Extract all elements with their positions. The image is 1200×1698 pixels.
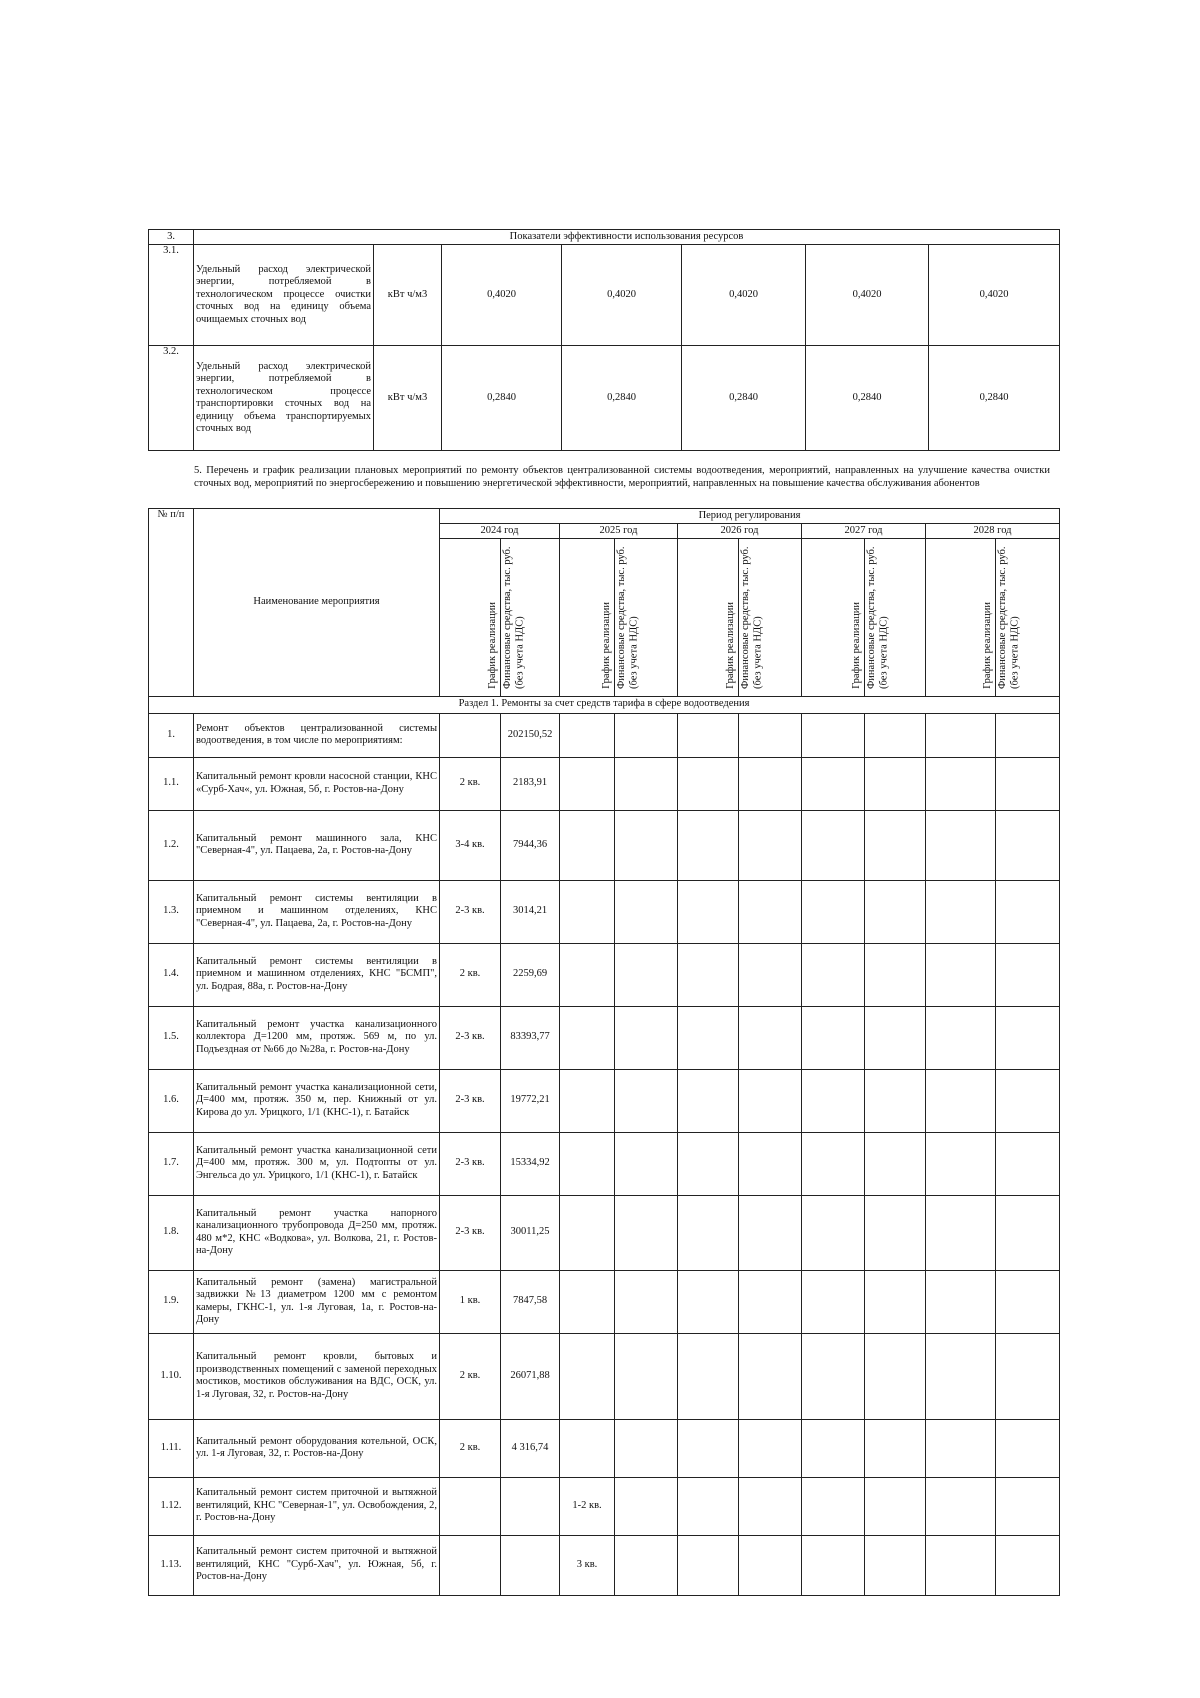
schedule-2024: 2 кв. bbox=[440, 1333, 501, 1419]
indicator-name: Удельный расход электрической энергии, потребляемой в технологическом процессе очистки сточных вод на единицу объема очищаемых сточных вод bbox=[194, 245, 374, 346]
finance-2024: 19772,21 bbox=[501, 1069, 560, 1132]
schedule-2027 bbox=[802, 943, 865, 1006]
finance-2026 bbox=[739, 1195, 802, 1270]
schedule-2027 bbox=[802, 1419, 865, 1477]
value-2025: 0,2840 bbox=[562, 346, 682, 451]
value-2027: 0,4020 bbox=[806, 245, 929, 346]
row-number: 1.12. bbox=[149, 1477, 194, 1535]
finance-2026 bbox=[739, 1006, 802, 1069]
resource-efficiency-table bbox=[148, 229, 1060, 451]
table-row bbox=[149, 1477, 1060, 1535]
row-number: 1.7. bbox=[149, 1132, 194, 1195]
schedule-2026 bbox=[678, 943, 739, 1006]
finance-2027 bbox=[865, 1270, 926, 1333]
finance-2025 bbox=[615, 1006, 678, 1069]
schedule-2028 bbox=[926, 1477, 996, 1535]
schedule-2025 bbox=[560, 880, 615, 943]
measure-name: Капитальный ремонт (замена) магистральной задвижки №13 диаметром 1200 мм с ремонтом камеры, ГКНС-1, ул. 1-я Луговая, 1а, г. Ростов-на-Дону bbox=[194, 1270, 440, 1333]
measure-name: Капитальный ремонт систем приточной и вытяжной вентиляций, КНС "Северная-1", ул. Освобождения, 2, г. Ростов-на-Дону bbox=[194, 1477, 440, 1535]
value-2024: 0,4020 bbox=[442, 245, 562, 346]
row-number: 1.3. bbox=[149, 880, 194, 943]
finance-2028 bbox=[996, 1270, 1060, 1333]
schedule-2024: 2 кв. bbox=[440, 943, 501, 1006]
schedule-2024: 2-3 кв. bbox=[440, 1132, 501, 1195]
schedule-2024: 2 кв. bbox=[440, 757, 501, 810]
table-row bbox=[149, 810, 1060, 880]
finance-2028 bbox=[996, 757, 1060, 810]
sub-header-schedule: График реализации bbox=[600, 602, 612, 689]
finance-2026 bbox=[739, 1333, 802, 1419]
value-2026: 0,2840 bbox=[682, 346, 806, 451]
measure-name: Капитальный ремонт систем приточной и вытяжной вентиляций, КНС "Сурб-Хач", ул. Южная, 5б, г. Ростов-на-Дону bbox=[194, 1535, 440, 1595]
table-row bbox=[149, 1069, 1060, 1132]
schedule-2024 bbox=[440, 1477, 501, 1535]
schedule-2028 bbox=[926, 1132, 996, 1195]
finance-2027 bbox=[865, 1006, 926, 1069]
finance-2028 bbox=[996, 1477, 1060, 1535]
finance-2026 bbox=[739, 880, 802, 943]
finance-2028 bbox=[996, 943, 1060, 1006]
schedule-2028 bbox=[926, 1270, 996, 1333]
schedule-2024: 1 кв. bbox=[440, 1270, 501, 1333]
schedule-2026 bbox=[678, 757, 739, 810]
finance-2028 bbox=[996, 880, 1060, 943]
measure-name: Капитальный ремонт системы вентиляции в приемном и машинном отделениях, КНС "БСМП", ул. Бодрая, 88а, г. Ростов-на-Дону bbox=[194, 943, 440, 1006]
finance-2028 bbox=[996, 1195, 1060, 1270]
finance-2027 bbox=[865, 943, 926, 1006]
measure-rows bbox=[149, 713, 1060, 1595]
sub-header-finance: Финансовые средства, тыс. руб. (без учета НДС) bbox=[740, 546, 764, 689]
schedule-2027 bbox=[802, 1270, 865, 1333]
section-title: Показатели эффективности использования ресурсов bbox=[194, 230, 1060, 245]
finance-2025 bbox=[615, 1195, 678, 1270]
schedule-2026 bbox=[678, 1006, 739, 1069]
schedule-2024: 2 кв. bbox=[440, 1419, 501, 1477]
schedule-2025 bbox=[560, 943, 615, 1006]
year-header-2025: 2025 год bbox=[560, 524, 678, 539]
schedule-2028 bbox=[926, 1195, 996, 1270]
col-header-name: Наименование мероприятия bbox=[194, 509, 440, 697]
schedule-2024: 2-3 кв. bbox=[440, 880, 501, 943]
schedule-2025 bbox=[560, 713, 615, 757]
finance-2028 bbox=[996, 1535, 1060, 1595]
schedule-2028 bbox=[926, 1069, 996, 1132]
schedule-2027 bbox=[802, 1477, 865, 1535]
schedule-2027 bbox=[802, 1195, 865, 1270]
finance-2026 bbox=[739, 1419, 802, 1477]
schedule-2028 bbox=[926, 1006, 996, 1069]
finance-2026 bbox=[739, 713, 802, 757]
section-header: Раздел 1. Ремонты за счет средств тарифа в сфере водоотведения bbox=[149, 696, 1060, 713]
finance-2024 bbox=[501, 1477, 560, 1535]
finance-2025 bbox=[615, 810, 678, 880]
finance-2025 bbox=[615, 1419, 678, 1477]
year-header-2024: 2024 год bbox=[440, 524, 560, 539]
finance-2024: 3014,21 bbox=[501, 880, 560, 943]
schedule-2024 bbox=[440, 1535, 501, 1595]
finance-2027 bbox=[865, 1477, 926, 1535]
row-number: 1. bbox=[149, 713, 194, 757]
row-number: 1.4. bbox=[149, 943, 194, 1006]
finance-2027 bbox=[865, 1195, 926, 1270]
schedule-2028 bbox=[926, 1419, 996, 1477]
finance-2025 bbox=[615, 1270, 678, 1333]
finance-2028 bbox=[996, 1419, 1060, 1477]
col-header-number: № п/п bbox=[149, 509, 194, 697]
schedule-2026 bbox=[678, 810, 739, 880]
table-row bbox=[149, 1006, 1060, 1069]
table-row bbox=[149, 1419, 1060, 1477]
row-number: 1.9. bbox=[149, 1270, 194, 1333]
schedule-2026 bbox=[678, 1333, 739, 1419]
period-header: Период регулирования bbox=[440, 509, 1060, 524]
row-number: 1.10. bbox=[149, 1333, 194, 1419]
measure-name: Капитальный ремонт кровли насосной станции, КНС «Сурб-Хач«, ул. Южная, 5б, г. Ростов-на-Дону bbox=[194, 757, 440, 810]
finance-2028 bbox=[996, 810, 1060, 880]
schedule-2024 bbox=[440, 713, 501, 757]
year-header-2026: 2026 год bbox=[678, 524, 802, 539]
table-row bbox=[149, 346, 1060, 451]
schedule-2027 bbox=[802, 1132, 865, 1195]
schedule-2025 bbox=[560, 1069, 615, 1132]
table-row bbox=[149, 1333, 1060, 1419]
sub-header-schedule: График реализации bbox=[981, 602, 993, 689]
finance-2025 bbox=[615, 1535, 678, 1595]
finance-2027 bbox=[865, 1535, 926, 1595]
finance-2024: 26071,88 bbox=[501, 1333, 560, 1419]
finance-2028 bbox=[996, 1333, 1060, 1419]
schedule-2026 bbox=[678, 1477, 739, 1535]
table-row bbox=[149, 943, 1060, 1006]
finance-2024: 30011,25 bbox=[501, 1195, 560, 1270]
finance-2024: 202150,52 bbox=[501, 713, 560, 757]
measure-name: Капитальный ремонт машинного зала, КНС "Северная-4", ул. Пацаева, 2а, г. Ростов-на-Дону bbox=[194, 810, 440, 880]
schedule-2025 bbox=[560, 1006, 615, 1069]
schedule-2024: 2-3 кв. bbox=[440, 1006, 501, 1069]
section-number: 3. bbox=[149, 230, 194, 245]
table-row bbox=[149, 245, 1060, 346]
finance-2025 bbox=[615, 1069, 678, 1132]
row-number: 1.13. bbox=[149, 1535, 194, 1595]
row-number: 1.1. bbox=[149, 757, 194, 810]
finance-2025 bbox=[615, 713, 678, 757]
unit: кВт ч/м3 bbox=[374, 245, 442, 346]
row-number: 1.6. bbox=[149, 1069, 194, 1132]
finance-2026 bbox=[739, 1535, 802, 1595]
schedule-2026 bbox=[678, 713, 739, 757]
row-number: 1.5. bbox=[149, 1006, 194, 1069]
schedule-2027 bbox=[802, 713, 865, 757]
finance-2027 bbox=[865, 713, 926, 757]
section-5-intro: 5. Перечень и график реализации плановых мероприятий по ремонту объектов централизованной системы водоотведения, мероприятий, направленных на улучшение качества очистки сточных вод, мероприятий по энергосбережению и повышению энергетической эффективности, мероприятий, направленных на повышение качества обслуживания абонентов bbox=[194, 465, 1050, 489]
value-2027: 0,2840 bbox=[806, 346, 929, 451]
row-number: 3.1. bbox=[149, 245, 194, 346]
schedule-2024: 2-3 кв. bbox=[440, 1195, 501, 1270]
schedule-2025 bbox=[560, 1333, 615, 1419]
schedule-2028 bbox=[926, 1535, 996, 1595]
schedule-2026 bbox=[678, 1195, 739, 1270]
schedule-2027 bbox=[802, 1069, 865, 1132]
measure-name: Капитальный ремонт кровли, бытовых и производственных помещений с заменой переходных мостиков, мостиков обслуживания на ВДС, ОСК, ул. 1-я Луговая, 32, г. Ростов-на-Дону bbox=[194, 1333, 440, 1419]
finance-2025 bbox=[615, 1132, 678, 1195]
measure-name: Капитальный ремонт участка канализационной сети, Д=400 мм, протяж. 350 м, пер. Книжный от ул. Кирова до ул. Урицкого, 1/1 (КНС-1), г. Батайск bbox=[194, 1069, 440, 1132]
unit: кВт ч/м3 bbox=[374, 346, 442, 451]
schedule-2027 bbox=[802, 880, 865, 943]
row-number: 1.8. bbox=[149, 1195, 194, 1270]
schedule-2027 bbox=[802, 1333, 865, 1419]
sub-header-finance: Финансовые средства, тыс. руб. (без учета НДС) bbox=[616, 546, 640, 689]
finance-2027 bbox=[865, 1333, 926, 1419]
schedule-2026 bbox=[678, 880, 739, 943]
measure-name: Ремонт объектов централизованной системы водоотведения, в том числе по мероприятиям: bbox=[194, 713, 440, 757]
measures-table bbox=[148, 508, 1060, 1596]
table-row bbox=[149, 1270, 1060, 1333]
finance-2027 bbox=[865, 880, 926, 943]
sub-header-finance: Финансовые средства, тыс. руб. (без учета НДС) bbox=[866, 546, 890, 689]
schedule-2026 bbox=[678, 1069, 739, 1132]
sub-header-schedule: График реализации bbox=[486, 602, 498, 689]
schedule-2025 bbox=[560, 757, 615, 810]
finance-2024: 2259,69 bbox=[501, 943, 560, 1006]
finance-2027 bbox=[865, 757, 926, 810]
schedule-2024: 3-4 кв. bbox=[440, 810, 501, 880]
row-number: 1.2. bbox=[149, 810, 194, 880]
table-row bbox=[149, 713, 1060, 757]
schedule-2026 bbox=[678, 1535, 739, 1595]
finance-2025 bbox=[615, 880, 678, 943]
row-number: 3.2. bbox=[149, 346, 194, 451]
schedule-2028 bbox=[926, 757, 996, 810]
finance-2025 bbox=[615, 1333, 678, 1419]
finance-2025 bbox=[615, 757, 678, 810]
sub-header-schedule: График реализации bbox=[724, 602, 736, 689]
schedule-2028 bbox=[926, 713, 996, 757]
schedule-2028 bbox=[926, 1333, 996, 1419]
schedule-2028 bbox=[926, 943, 996, 1006]
finance-2024: 7944,36 bbox=[501, 810, 560, 880]
finance-2026 bbox=[739, 810, 802, 880]
value-2026: 0,4020 bbox=[682, 245, 806, 346]
value-2028: 0,2840 bbox=[929, 346, 1060, 451]
finance-2024: 4 316,74 bbox=[501, 1419, 560, 1477]
indicator-name: Удельный расход электрической энергии, потребляемой в технологическом процессе транспортировки сточных вод на единицу объема транспортируемых сточных вод bbox=[194, 346, 374, 451]
schedule-2026 bbox=[678, 1132, 739, 1195]
schedule-2028 bbox=[926, 810, 996, 880]
finance-2024: 15334,92 bbox=[501, 1132, 560, 1195]
measure-name: Капитальный ремонт системы вентиляции в приемном и машинном отделениях, КНС "Северная-4", ул. Пацаева, 2а, г. Ростов-на-Дону bbox=[194, 880, 440, 943]
table-row bbox=[149, 1535, 1060, 1595]
finance-2027 bbox=[865, 1069, 926, 1132]
finance-2024 bbox=[501, 1535, 560, 1595]
schedule-2028 bbox=[926, 880, 996, 943]
schedule-2025 bbox=[560, 1195, 615, 1270]
finance-2028 bbox=[996, 713, 1060, 757]
sub-header-finance: Финансовые средства, тыс. руб. (без учета НДС) bbox=[502, 546, 526, 689]
finance-2026 bbox=[739, 1132, 802, 1195]
schedule-2027 bbox=[802, 1006, 865, 1069]
table-row bbox=[149, 880, 1060, 943]
value-2028: 0,4020 bbox=[929, 245, 1060, 346]
measure-name: Капитальный ремонт участка канализационного коллектора Д=1200 мм, протяж. 569 м, по ул. Подъездная от №66 до №28а, г. Ростов-на-Дону bbox=[194, 1006, 440, 1069]
schedule-2026 bbox=[678, 1270, 739, 1333]
finance-2024: 7847,58 bbox=[501, 1270, 560, 1333]
year-header-2027: 2027 год bbox=[802, 524, 926, 539]
measure-name: Капитальный ремонт участка канализационной сети Д=400 мм, протяж. 300 м, ул. Подтопты от ул. Энгельса до ул. Урицкого, 1/1 (КНС-1), г. Батайск bbox=[194, 1132, 440, 1195]
table-row bbox=[149, 757, 1060, 810]
schedule-2025 bbox=[560, 1132, 615, 1195]
finance-2024: 83393,77 bbox=[501, 1006, 560, 1069]
finance-2025 bbox=[615, 1477, 678, 1535]
finance-2024: 2183,91 bbox=[501, 757, 560, 810]
finance-2026 bbox=[739, 1270, 802, 1333]
year-header-2028: 2028 год bbox=[926, 524, 1060, 539]
schedule-2025 bbox=[560, 1270, 615, 1333]
finance-2028 bbox=[996, 1006, 1060, 1069]
measure-name: Капитальный ремонт оборудования котельной, ОСК, ул. 1-я Луговая, 32, г. Ростов-на-Дону bbox=[194, 1419, 440, 1477]
measure-name: Капитальный ремонт участка напорного канализационного трубопровода Д=250 мм, протяж. 480 м*2, КНС «Водкова», ул. Волкова, 21, г. Ростов-на-Дону bbox=[194, 1195, 440, 1270]
schedule-2027 bbox=[802, 1535, 865, 1595]
finance-2027 bbox=[865, 1419, 926, 1477]
finance-2026 bbox=[739, 1477, 802, 1535]
schedule-2024: 2-3 кв. bbox=[440, 1069, 501, 1132]
value-2025: 0,4020 bbox=[562, 245, 682, 346]
finance-2025 bbox=[615, 943, 678, 1006]
finance-2026 bbox=[739, 943, 802, 1006]
schedule-2026 bbox=[678, 1419, 739, 1477]
finance-2026 bbox=[739, 757, 802, 810]
value-2024: 0,2840 bbox=[442, 346, 562, 451]
schedule-2025: 3 кв. bbox=[560, 1535, 615, 1595]
schedule-2027 bbox=[802, 810, 865, 880]
schedule-2025 bbox=[560, 810, 615, 880]
schedule-2027 bbox=[802, 757, 865, 810]
sub-header-finance: Финансовые средства, тыс. руб. (без учета НДС) bbox=[997, 546, 1021, 689]
table-row bbox=[149, 1195, 1060, 1270]
schedule-2025: 1-2 кв. bbox=[560, 1477, 615, 1535]
finance-2027 bbox=[865, 1132, 926, 1195]
finance-2026 bbox=[739, 1069, 802, 1132]
finance-2027 bbox=[865, 810, 926, 880]
table-row bbox=[149, 1132, 1060, 1195]
schedule-2025 bbox=[560, 1419, 615, 1477]
finance-2028 bbox=[996, 1132, 1060, 1195]
row-number: 1.11. bbox=[149, 1419, 194, 1477]
finance-2028 bbox=[996, 1069, 1060, 1132]
sub-header-schedule: График реализации bbox=[850, 602, 862, 689]
